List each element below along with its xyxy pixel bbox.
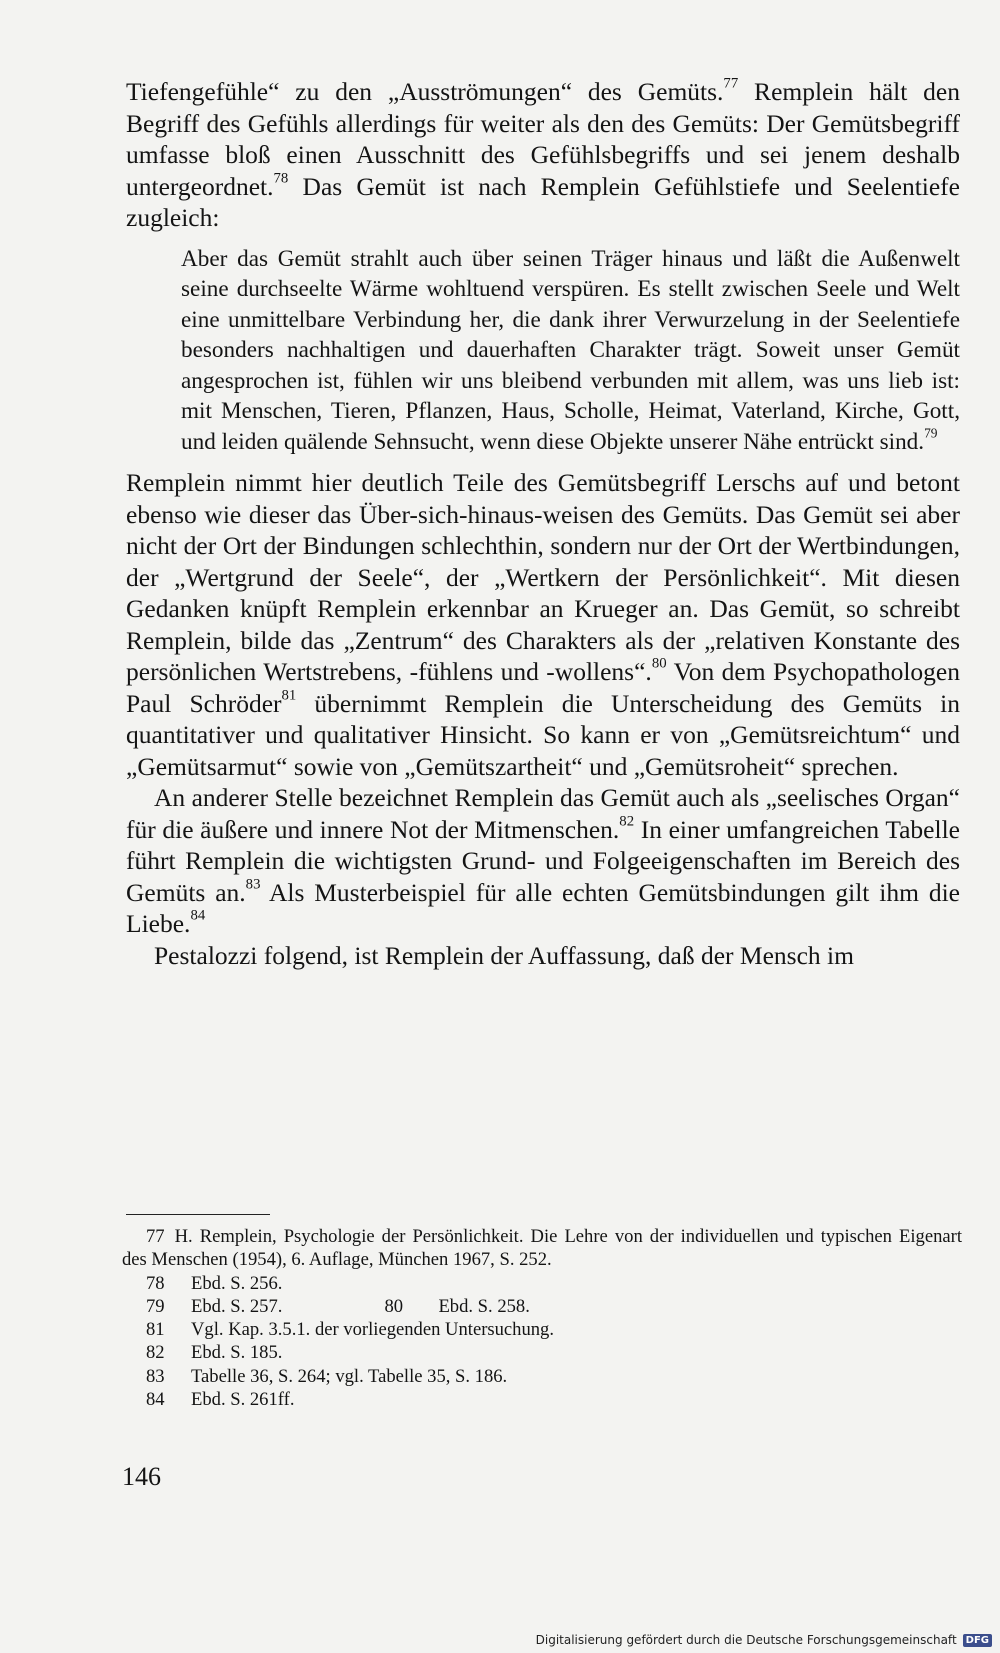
- paragraph-4: Pestalozzi folgend, ist Remplein der Auffassung, daß der Mensch im: [154, 940, 854, 970]
- dfg-logo-icon: DFG: [963, 1634, 992, 1647]
- footnote-ref-81[interactable]: 81: [281, 686, 297, 703]
- footnote-number: 79: [146, 1295, 165, 1317]
- footnote-77: [122, 1225, 962, 1272]
- footnote-separator: [126, 1214, 270, 1215]
- footnote-ref-80[interactable]: 80: [651, 655, 667, 672]
- footnote-number: 82: [146, 1342, 165, 1364]
- footnote-number: 78: [146, 1272, 165, 1294]
- footer-text: Digitalisierung gefördert durch die Deutsche Forschungsgemeinschaft: [535, 1633, 957, 1647]
- footnote-ref-82[interactable]: 82: [619, 812, 635, 829]
- footnote-81: [122, 1318, 962, 1341]
- footnotes: [122, 1225, 962, 1411]
- footnote-ref-83[interactable]: 83: [245, 875, 261, 892]
- footnote-ref-79[interactable]: 79: [924, 425, 938, 441]
- footnote-text: Tabelle 36, S. 264; vgl. Tabelle 35, S. 186.: [191, 1365, 508, 1387]
- footnote-text: Ebd. S. 258.: [438, 1295, 530, 1317]
- footnote-number: 83: [146, 1365, 165, 1387]
- footnote-text: Ebd. S. 256.: [191, 1272, 283, 1294]
- footnote-number: 81: [146, 1319, 165, 1341]
- footnote-ref-78[interactable]: 78: [273, 169, 289, 186]
- footnote-text: Ebd. S. 261ff.: [191, 1389, 295, 1411]
- footnote-83: [122, 1365, 962, 1388]
- footnote-79-80: [122, 1295, 962, 1318]
- footnote-78: [122, 1272, 962, 1295]
- footnote-text: Vgl. Kap. 3.5.1. der vorliegenden Untersuchung.: [191, 1319, 555, 1341]
- footnote-text: Ebd. S. 257.: [191, 1295, 283, 1317]
- paragraph-3: An anderer Stelle bezeichnet Remplein das Gemüt auch als „seelisches Organ“ für die äußere und innere Not der Mitmenschen.$^{82}$ In einer umfangreichen Tabelle führt Remplein die wichtigsten Grund- und Folgeeigenschaften im Bereich des Gemüts an.$^{83}$ Als Musterbeispiel für alle echten Gemütsbindungen gilt ihm die Liebe.$^{84}$: [126, 783, 960, 938]
- digitization-footer: [536, 1633, 992, 1647]
- footnote-number: 84: [146, 1389, 165, 1411]
- page-number: 146: [122, 1462, 161, 1491]
- footnote-84: [122, 1388, 962, 1411]
- footnote-82: [122, 1341, 962, 1364]
- footnote-ref-77[interactable]: 77: [723, 75, 739, 92]
- main-text: [126, 76, 960, 971]
- block-quote: Aber das Gemüt strahlt auch über seinen Träger hinaus und läßt die Außenwelt seine durchseelte Wärme wohltuend verspüren. Es stellt zwischen Seele und Welt eine unmittelbare Verbindung her, die dank ihrer Verwurzelung in der Seelentiefe besonders nachhaltigen und dauerhaften Charakter trägt. Soweit unser Gemüt angesprochen ist, fühlen wir uns bleibend verbunden mit allem, was uns lieb ist: mit Menschen, Tieren, Pflanzen, Haus, Scholle, Heimat, Vaterland, Kirche, Gott, und leiden quälende Sehnsucht, wenn diese Objekte unserer Nähe entrückt sind.$^{79}$: [181, 245, 960, 455]
- paragraph-1: Tiefengefühle“ zu den „Ausströmungen“ des Gemüts.$^{77}$ Remplein hält den Begriff des Gefühls allerdings für weiter als den des Gemüts: Der Gemütsbegriff umfasse bloß einen Ausschnitt des Gefühlsbegriffs und sei jenem deshalb untergeordnet.$^{78}$ Das Gemüt ist nach Remplein Gefühlstiefe und Seelentiefe zugleich:: [126, 75, 960, 232]
- footnote-text: H. Remplein, Psychologie der Persönlichkeit. Die Lehre von der individuellen und typischen Eigenart des Menschen (1954), 6. Auflage, München 1967, S. 252.: [122, 1226, 962, 1271]
- paragraph-2: Remplein nimmt hier deutlich Teile des Gemütsbegriff Lerschs auf und betont ebenso wie dieser das Über-sich-hinaus-weisen des Gemüts. Das Gemüt sei aber nicht der Ort der Bindungen schlechthin, sondern nur der Ort der Wertbindungen, der „Wertgrund der Seele“, der „Wertkern der Persönlichkeit“. Mit diesen Gedanken knüpft Remplein erkennbar an Krueger an. Das Gemüt, so schreibt Remplein, bilde das „Zentrum“ des Charakters als der „relativen Konstante des persönlichen Wertstrebens, -fühlens und -wollens“.$^{80}$ Von dem Psychopathologen Paul Schröder$^{81}$ übernimmt Remplein die Unterscheidung des Gemüts in quantitativer und qualitativer Hinsicht. So kann er von „Gemütsreichtum“ und „Gemütsarmut“ sowie von „Gemütszartheit“ und „Gemütsroheit“ sprechen.: [126, 468, 960, 781]
- footnote-number: 80: [384, 1295, 404, 1317]
- footnote-number: 77: [146, 1226, 165, 1247]
- footnote-text: Ebd. S. 185.: [191, 1342, 283, 1364]
- footnote-ref-84[interactable]: 84: [190, 907, 206, 924]
